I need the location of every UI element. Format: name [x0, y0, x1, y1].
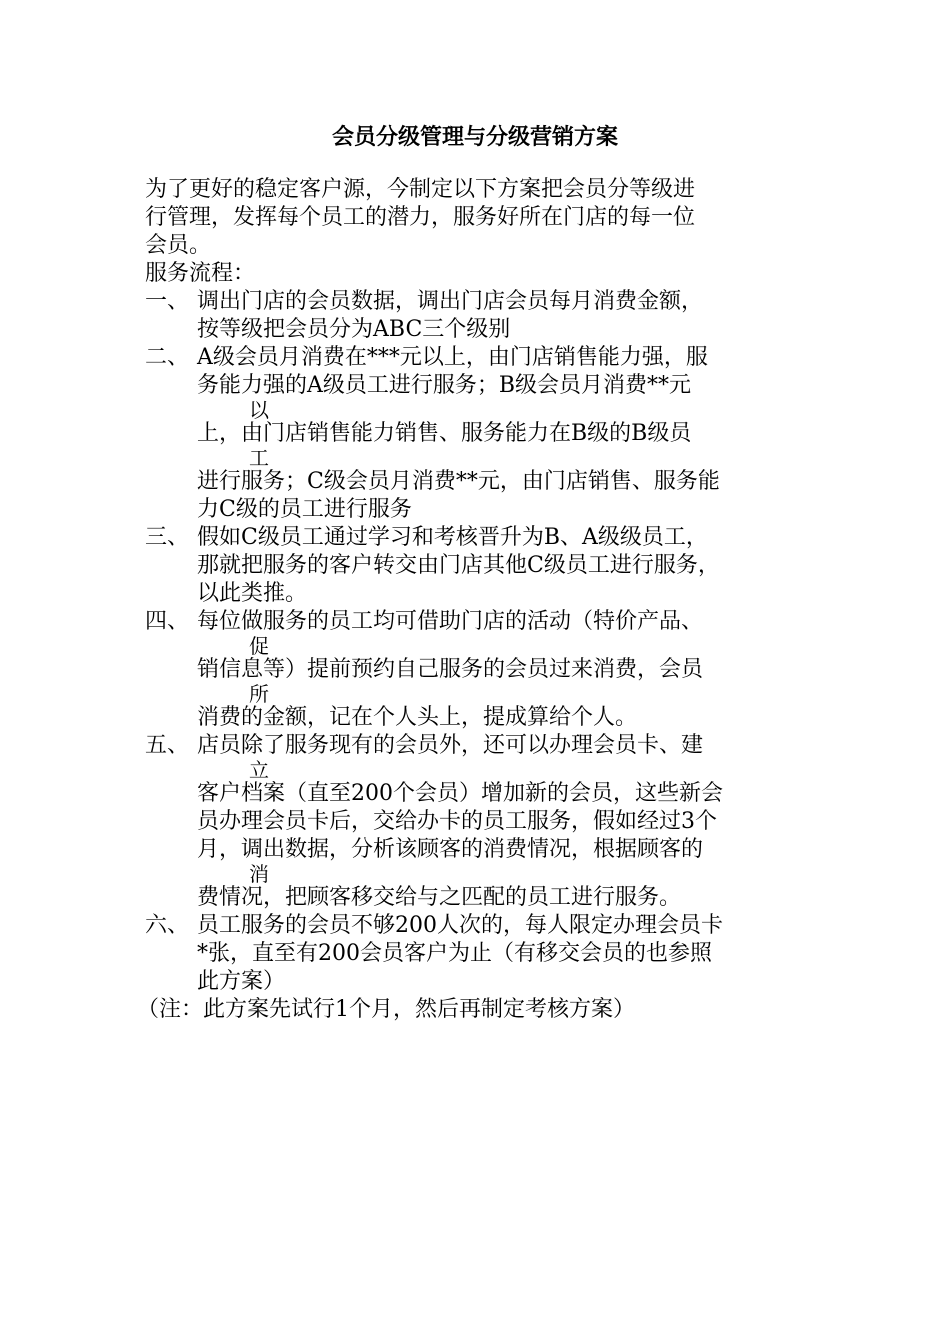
item-line: 每位做服务的员工均可借助门店的活动（特价产品、	[197, 609, 704, 634]
item-line-overflow: 以	[249, 398, 269, 422]
item-line: 调出门店的会员数据，调出门店会员每月消费金额，	[197, 289, 704, 314]
item-line: *张，直至有200会员客户为止（有移交会员的也参照	[197, 941, 712, 966]
item-line: 费情况，把顾客移交给与之匹配的员工进行服务。	[197, 885, 682, 910]
item-line: 消费的金额，记在个人头上，提成算给个人。	[197, 705, 638, 730]
item-line: 销信息等）提前预约自己服务的会员过来消费，会员	[197, 657, 704, 682]
item-line-overflow: 所	[249, 682, 269, 706]
item-number: 一、	[145, 289, 190, 314]
list-item	[145, 524, 810, 608]
item-line: 上，由门店销售能力销售、服务能力在B级的B级员	[197, 421, 692, 446]
item-line: 客户档案（直至200个会员）增加新的会员，这些新会	[197, 781, 723, 806]
item-line: 员办理会员卡后，交给办卡的员工服务，假如经过3个	[197, 809, 717, 834]
item-line: 按等级把会员分为ABC三个级别	[197, 317, 511, 342]
item-line-overflow: 促	[249, 634, 269, 658]
list-item	[145, 288, 810, 344]
document-title: 会员分级管理与分级营销方案	[331, 124, 618, 150]
item-line: 员工服务的会员不够200人次的，每人限定办理会员卡	[197, 913, 723, 938]
document-body	[137, 176, 810, 1024]
item-number: 三、	[145, 525, 190, 550]
item-line-overflow: 消	[249, 862, 269, 886]
item-number: 二、	[145, 345, 190, 370]
intro-paragraph	[145, 176, 810, 260]
list-item	[145, 912, 810, 996]
item-line: 月，调出数据，分析该顾客的消费情况，根据顾客的	[197, 837, 704, 862]
list-item	[145, 732, 810, 912]
item-number: 六、	[145, 913, 190, 938]
process-label: 服务流程：	[145, 261, 256, 286]
item-line: A级会员月消费在***元以上，由门店销售能力强，服	[197, 345, 708, 370]
item-line: 进行服务；C级会员月消费**元，由门店销售、服务能	[197, 469, 720, 494]
item-line: 力C级的员工进行服务	[197, 497, 412, 522]
item-number: 四、	[145, 609, 190, 634]
list-item	[145, 608, 810, 732]
item-number: 五、	[145, 733, 190, 758]
item-line-overflow: 工	[249, 446, 269, 470]
list-item	[145, 344, 810, 524]
item-line: 此方案）	[197, 969, 286, 994]
note: （注：此方案先试行1个月，然后再制定考核方案）	[137, 997, 635, 1022]
item-line-overflow: 立	[249, 758, 269, 782]
item-line: 以此类推。	[197, 581, 308, 606]
item-line: 店员除了服务现有的会员外，还可以办理会员卡、建	[197, 733, 704, 758]
intro-line: 为了更好的稳定客户源，今制定以下方案把会员分等级进	[145, 177, 696, 202]
item-line: 那就把服务的客户转交由门店其他C级员工进行服务，	[197, 553, 720, 578]
item-line: 假如C级员工通过学习和考核晋升为B、A级级员工，	[197, 525, 708, 550]
intro-line: 会员。	[145, 233, 212, 258]
item-line: 务能力强的A级员工进行服务；B级会员月消费**元	[197, 373, 692, 398]
intro-line: 行管理，发挥每个员工的潜力，服务好所在门店的每一位	[145, 205, 696, 230]
